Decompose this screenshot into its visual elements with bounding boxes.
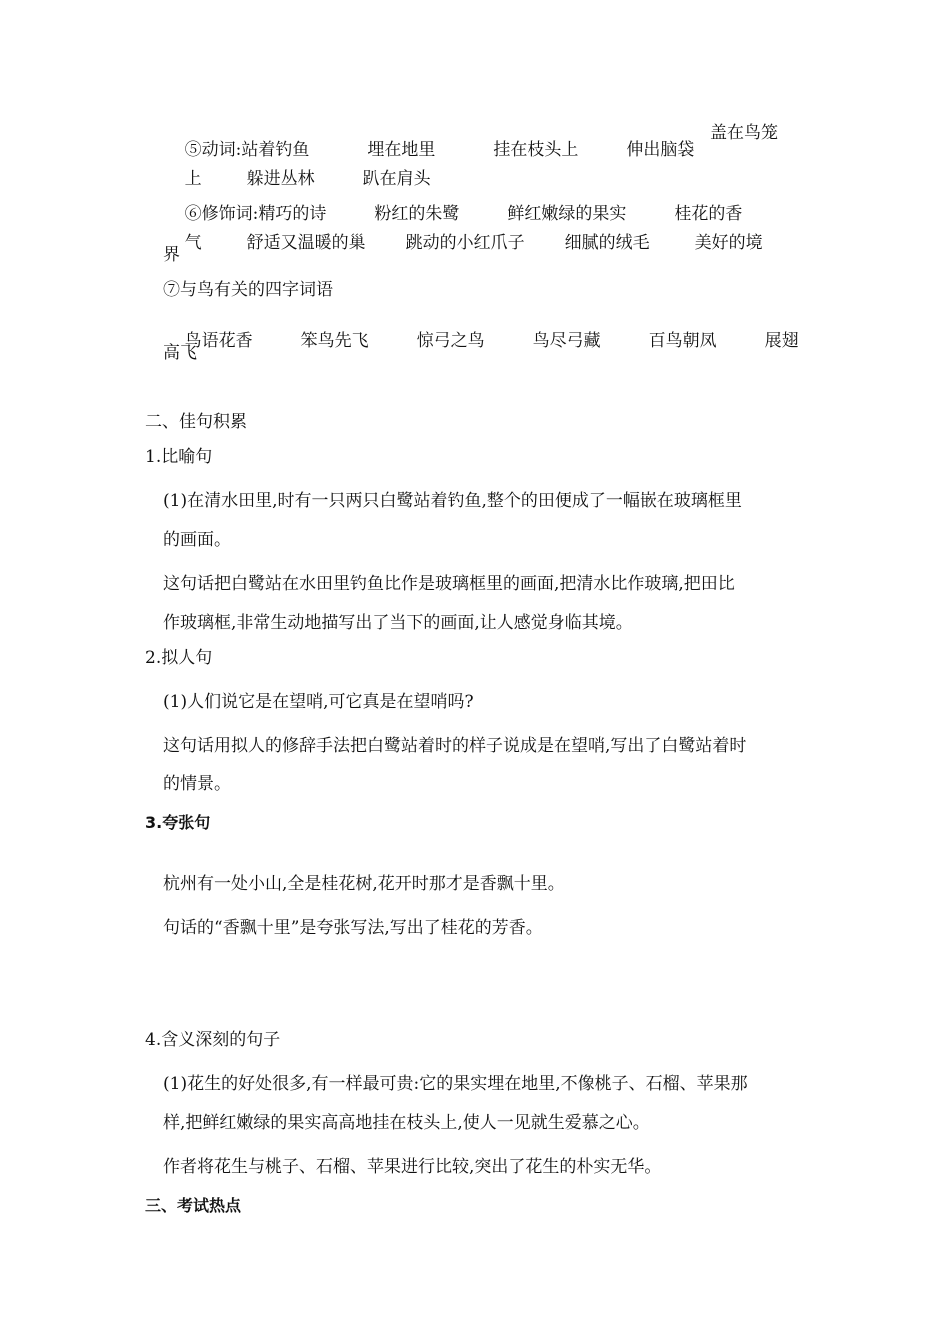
verb-word: 躲进丛林 (246, 169, 315, 189)
profound-example-line-2: 样,把鲜红嫩绿的果实高高地挂在枝头上,使人一见就生爱慕之心。 (163, 1113, 650, 1133)
personification-heading: 2.拟人句 (145, 648, 213, 668)
hyperbole-analysis: 句话的“香飘十里”是夸张写法,写出了桂花的芳香。 (163, 918, 543, 938)
hyperbole-example: 杭州有一处小山,全是桂花树,花开时那才是香飘十里。 (163, 874, 565, 894)
profound-analysis: 作者将花生与桃子、石榴、苹果进行比较,突出了花生的朴实无华。 (163, 1157, 662, 1177)
verbs-label: ⑤动词: (184, 140, 242, 160)
profound-heading: 4.含义深刻的句子 (145, 1030, 281, 1050)
modifiers-label: ⑥修饰词: (184, 204, 259, 224)
modifier-word: 跳动的小红爪子 (405, 233, 525, 253)
idiom-word: 笨鸟先飞 (300, 331, 369, 351)
verb-word: 伸出脑袋 (626, 140, 695, 160)
idioms-line-2: 高飞 (163, 343, 197, 363)
modifier-word: 精巧的诗 (258, 204, 327, 224)
idioms-heading: ⑦与鸟有关的四字词语 (163, 280, 333, 300)
profound-example-line-1: (1)花生的好处很多,有一样最可贵:它的果实埋在地里,不像桃子、石榴、苹果那 (163, 1074, 748, 1094)
verb-word-wrap-start: 盖在鸟笼 (710, 123, 778, 143)
verb-word: 站着钓鱼 (241, 140, 310, 160)
modifiers-line-1: ⑥修饰词:精巧的诗 粉红的朱鹭 鲜红嫩绿的果实 桂花的香 (184, 204, 743, 224)
personification-analysis-line-1: 这句话用拟人的修辞手法把白鹭站着时的样子说成是在望哨,写出了白鹭站着时 (163, 736, 747, 756)
idiom-word: 惊弓之鸟 (416, 331, 485, 351)
verb-word: 趴在肩头 (362, 169, 431, 189)
hyperbole-heading: 3.夸张句 (145, 813, 211, 832)
verb-word: 埋在地里 (367, 140, 436, 160)
metaphor-analysis-line-1: 这句话把白鹭站在水田里钓鱼比作是玻璃框里的画面,把清水比作玻璃,把田比 (163, 574, 735, 594)
idioms-line-1: 鸟语花香 笨鸟先飞 惊弓之鸟 鸟尽弓藏 百鸟朝凤 展翅 (184, 331, 799, 351)
personification-analysis-line-2: 的情景。 (163, 774, 231, 794)
section-3-heading: 三、考试热点 (145, 1196, 242, 1215)
metaphor-example-line-1: (1)在清水田里,时有一只两只白鹭站着钓鱼,整个的田便成了一幅嵌在玻璃框里 (163, 491, 742, 511)
metaphor-heading: 1.比喻句 (145, 447, 213, 467)
section-2-heading: 二、佳句积累 (145, 412, 247, 432)
verb-word: 挂在枝头上 (493, 140, 579, 160)
modifier-word: 鲜红嫩绿的果实 (507, 204, 627, 224)
verbs-line-2: 上 躲进丛林 趴在肩头 (184, 169, 431, 189)
idiom-word: 鸟语花香 (184, 331, 253, 351)
metaphor-analysis-line-2: 作玻璃框,非常生动地描写出了当下的画面,让人感觉身临其境。 (163, 613, 633, 633)
personification-example: (1)人们说它是在望哨,可它真是在望哨吗? (163, 692, 474, 712)
idiom-word: 鸟尽弓藏 (532, 331, 601, 351)
modifiers-line-3: 界 (163, 245, 180, 265)
metaphor-example-line-2: 的画面。 (163, 530, 231, 550)
idiom-word: 百鸟朝凤 (648, 331, 717, 351)
modifiers-line-2: 气 舒适又温暖的巢 跳动的小红爪子 细腻的绒毛 美好的境 (184, 233, 763, 253)
modifier-word: 粉红的朱鹭 (374, 204, 460, 224)
modifier-word: 细腻的绒毛 (564, 233, 650, 253)
modifier-word: 舒适又温暖的巢 (246, 233, 366, 253)
